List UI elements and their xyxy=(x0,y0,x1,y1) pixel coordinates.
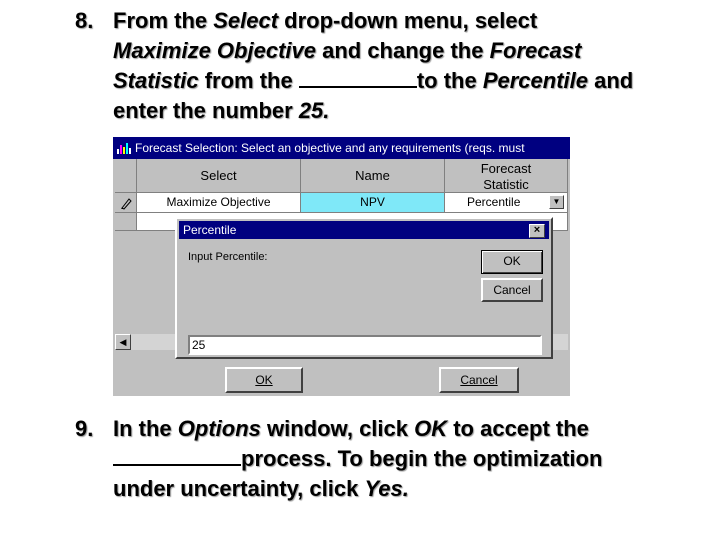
name-cell[interactable]: NPV xyxy=(301,193,445,213)
percentile-dialog xyxy=(175,217,553,359)
percentile-input[interactable]: 25 xyxy=(188,335,542,355)
step-8-number: 8. xyxy=(75,8,94,33)
fill-in-blank xyxy=(299,66,417,88)
statistic-cell[interactable] xyxy=(445,193,568,213)
column-header-select[interactable]: Select xyxy=(137,159,301,193)
window-ok-button[interactable]: OK xyxy=(225,367,303,393)
dialog-titlebar xyxy=(179,221,549,239)
scroll-left-icon[interactable]: ◀ xyxy=(115,334,131,350)
close-icon[interactable]: × xyxy=(529,224,545,238)
step-9-text: In the Options window, click OK to accept the process. To begin the optimization under uncertainty, click Yes. xyxy=(113,416,603,501)
select-cell[interactable]: Maximize Objective xyxy=(137,193,301,213)
step-8-text: From the Select drop-down menu, select Maximize Objective and change the Forecast Statistic from the to the Percentile and enter the number 25. xyxy=(113,8,634,123)
grid-corner xyxy=(115,159,137,193)
empty-row-header xyxy=(115,213,137,231)
pencil-icon xyxy=(119,196,133,210)
statistic-dropdown-button[interactable] xyxy=(549,195,564,209)
dialog-cancel-button[interactable]: Cancel xyxy=(481,278,543,302)
window-titlebar xyxy=(113,137,570,159)
step-9-number: 9. xyxy=(75,416,94,441)
column-header-name[interactable]: Name xyxy=(301,159,445,193)
row-header xyxy=(115,193,137,213)
statistic-value: Percentile xyxy=(467,195,521,209)
step-9 xyxy=(75,414,715,508)
app-chart-icon xyxy=(116,141,132,155)
dialog-ok-button[interactable]: OK xyxy=(481,250,543,274)
step-8 xyxy=(75,6,715,130)
input-percentile-label: Input Percentile: xyxy=(188,251,268,263)
fill-in-blank xyxy=(113,444,241,466)
column-header-forecast-statistic[interactable]: Forecast Statistic xyxy=(445,159,568,193)
dropdown-arrow-icon: ▼ xyxy=(552,197,561,206)
window-cancel-button[interactable]: Cancel xyxy=(439,367,519,393)
window-title: Forecast Selection: Select an objective and any requirements (reqs. must xyxy=(135,141,525,155)
dialog-title: Percentile xyxy=(183,223,237,237)
